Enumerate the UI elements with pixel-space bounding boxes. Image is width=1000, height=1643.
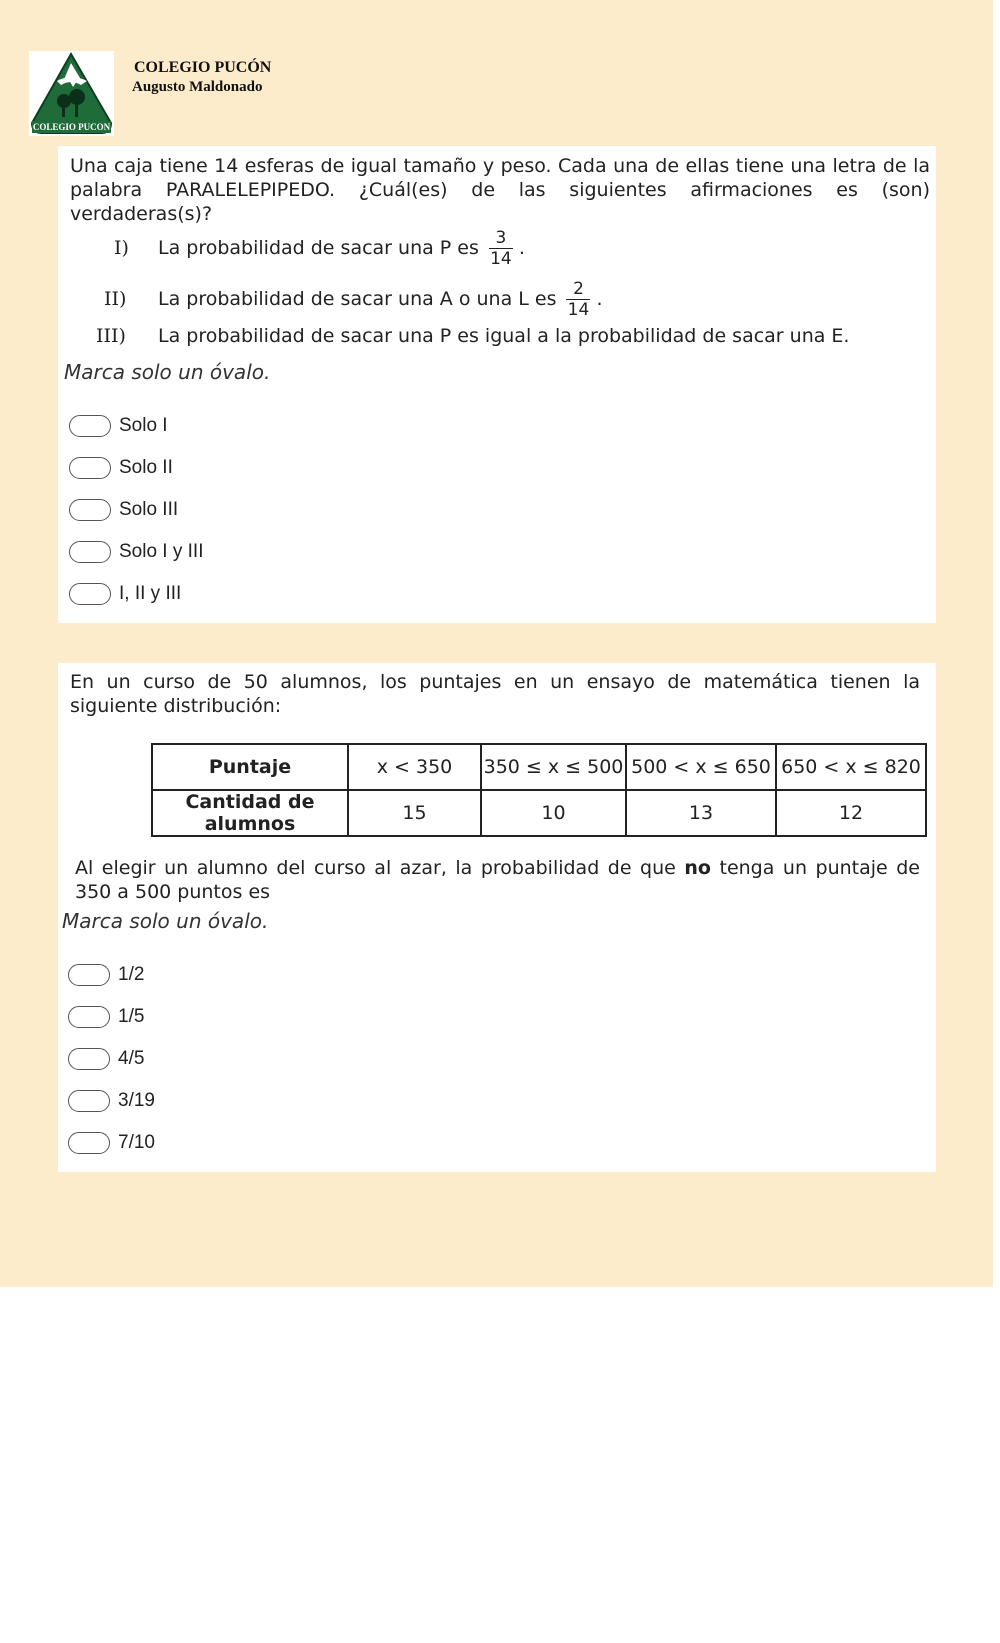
table-header-cantidad-line2: alumnos (204, 813, 296, 835)
table-header-cantidad (152, 790, 348, 836)
fraction-2-denominator: 14 (567, 299, 590, 320)
question-card-1 (58, 146, 936, 623)
option-solo-i[interactable] (69, 411, 168, 441)
option-label: Solo I y III (119, 541, 204, 562)
question-2-text: En un curso de 50 alumnos, los puntajes en un ensayo de matemática tienen la siguiente distribución: (70, 671, 920, 717)
table-cell: 10 (481, 790, 626, 836)
radio-oval[interactable] (68, 1006, 110, 1028)
statement-2-number: II) (104, 288, 127, 310)
statement-1-period: . (518, 237, 525, 259)
option-1-2[interactable] (68, 960, 144, 990)
option-label: 7/10 (118, 1132, 155, 1153)
table-cell: 650 < x ≤ 820 (776, 744, 926, 790)
logo-text: COLEGIO PUCON (32, 122, 111, 132)
option-label: 1/2 (118, 964, 145, 985)
statement-2 (58, 279, 936, 319)
question-1-text: Una caja tiene 14 esferas de igual tamaño y peso. Cada una de ellas tiene una letra de la palabra PARALELEPIPEDO. ¿Cuál(es) de las siguientes afirmaciones es (son) verdaderas(s)? (70, 155, 930, 225)
statement-2-period: . (596, 288, 603, 310)
table-row (152, 744, 926, 790)
fraction-2 (566, 279, 590, 320)
question-card-2 (58, 663, 936, 1172)
radio-oval[interactable] (68, 1132, 110, 1154)
fraction-1-denominator: 14 (490, 248, 512, 269)
table-cell: x < 350 (348, 744, 481, 790)
radio-oval[interactable] (69, 583, 111, 605)
score-distribution-table (151, 743, 927, 837)
radio-oval[interactable] (69, 499, 111, 521)
option-3-19[interactable] (68, 1086, 155, 1116)
instruction-2: Marca solo un óvalo. (62, 909, 269, 933)
fraction-1 (489, 228, 513, 269)
radio-oval[interactable] (69, 541, 111, 563)
table-header-puntaje: Puntaje (152, 744, 348, 790)
radio-oval[interactable] (68, 964, 110, 986)
option-label: 3/19 (118, 1090, 155, 1111)
option-label: I, II y III (119, 583, 182, 604)
teacher-name: Augusto Maldonado (132, 79, 263, 95)
statement-3-text: La probabilidad de sacar una P es igual a la probabilidad de sacar una E. (158, 325, 850, 347)
option-solo-ii[interactable] (69, 453, 173, 483)
table-cell: 500 < x ≤ 650 (626, 744, 776, 790)
option-solo-i-y-iii[interactable] (69, 537, 203, 567)
option-solo-iii[interactable] (69, 495, 178, 525)
option-i-ii-y-iii[interactable] (69, 579, 181, 609)
table-row (152, 790, 926, 836)
statement-2-text: La probabilidad de sacar una A o una L es (158, 288, 557, 310)
table-cell: 15 (348, 790, 481, 836)
fraction-1-numerator: 3 (495, 227, 507, 248)
radio-oval[interactable] (68, 1090, 110, 1112)
table-header-cantidad-line1: Cantidad de (185, 791, 315, 813)
table-cell: 12 (776, 790, 926, 836)
option-label: 1/5 (118, 1006, 145, 1027)
statement-3-number: III) (96, 325, 126, 347)
option-4-5[interactable] (68, 1044, 144, 1074)
statement-1-number: I) (114, 237, 129, 259)
option-label: Solo II (119, 457, 173, 478)
radio-oval[interactable] (69, 415, 111, 437)
statement-3 (58, 316, 936, 356)
option-7-10[interactable] (68, 1128, 155, 1158)
statement-1 (58, 228, 936, 268)
statement-1-text: La probabilidad de sacar una P es (158, 237, 479, 259)
table-cell: 13 (626, 790, 776, 836)
question-2-footer-start: Al elegir un alumno del curso al azar, la probabilidad de que (75, 857, 685, 879)
mountain-logo-icon (29, 51, 114, 136)
radio-oval[interactable] (68, 1048, 110, 1070)
question-2-footer (75, 856, 920, 904)
question-2-footer-bold: no (684, 857, 711, 879)
option-label: Solo I (119, 415, 168, 436)
instruction-1: Marca solo un óvalo. (64, 360, 271, 384)
question-2-footer-end: tenga un puntaje de 350 a 500 puntos es (75, 857, 920, 903)
option-label: Solo III (119, 499, 179, 520)
radio-oval[interactable] (69, 457, 111, 479)
fraction-2-numerator: 2 (573, 278, 584, 299)
table-cell: 350 ≤ x ≤ 500 (481, 744, 626, 790)
school-name: COLEGIO PUCÓN (134, 59, 272, 76)
option-1-5[interactable] (68, 1002, 144, 1032)
school-header (134, 58, 271, 97)
option-label: 4/5 (118, 1048, 145, 1069)
